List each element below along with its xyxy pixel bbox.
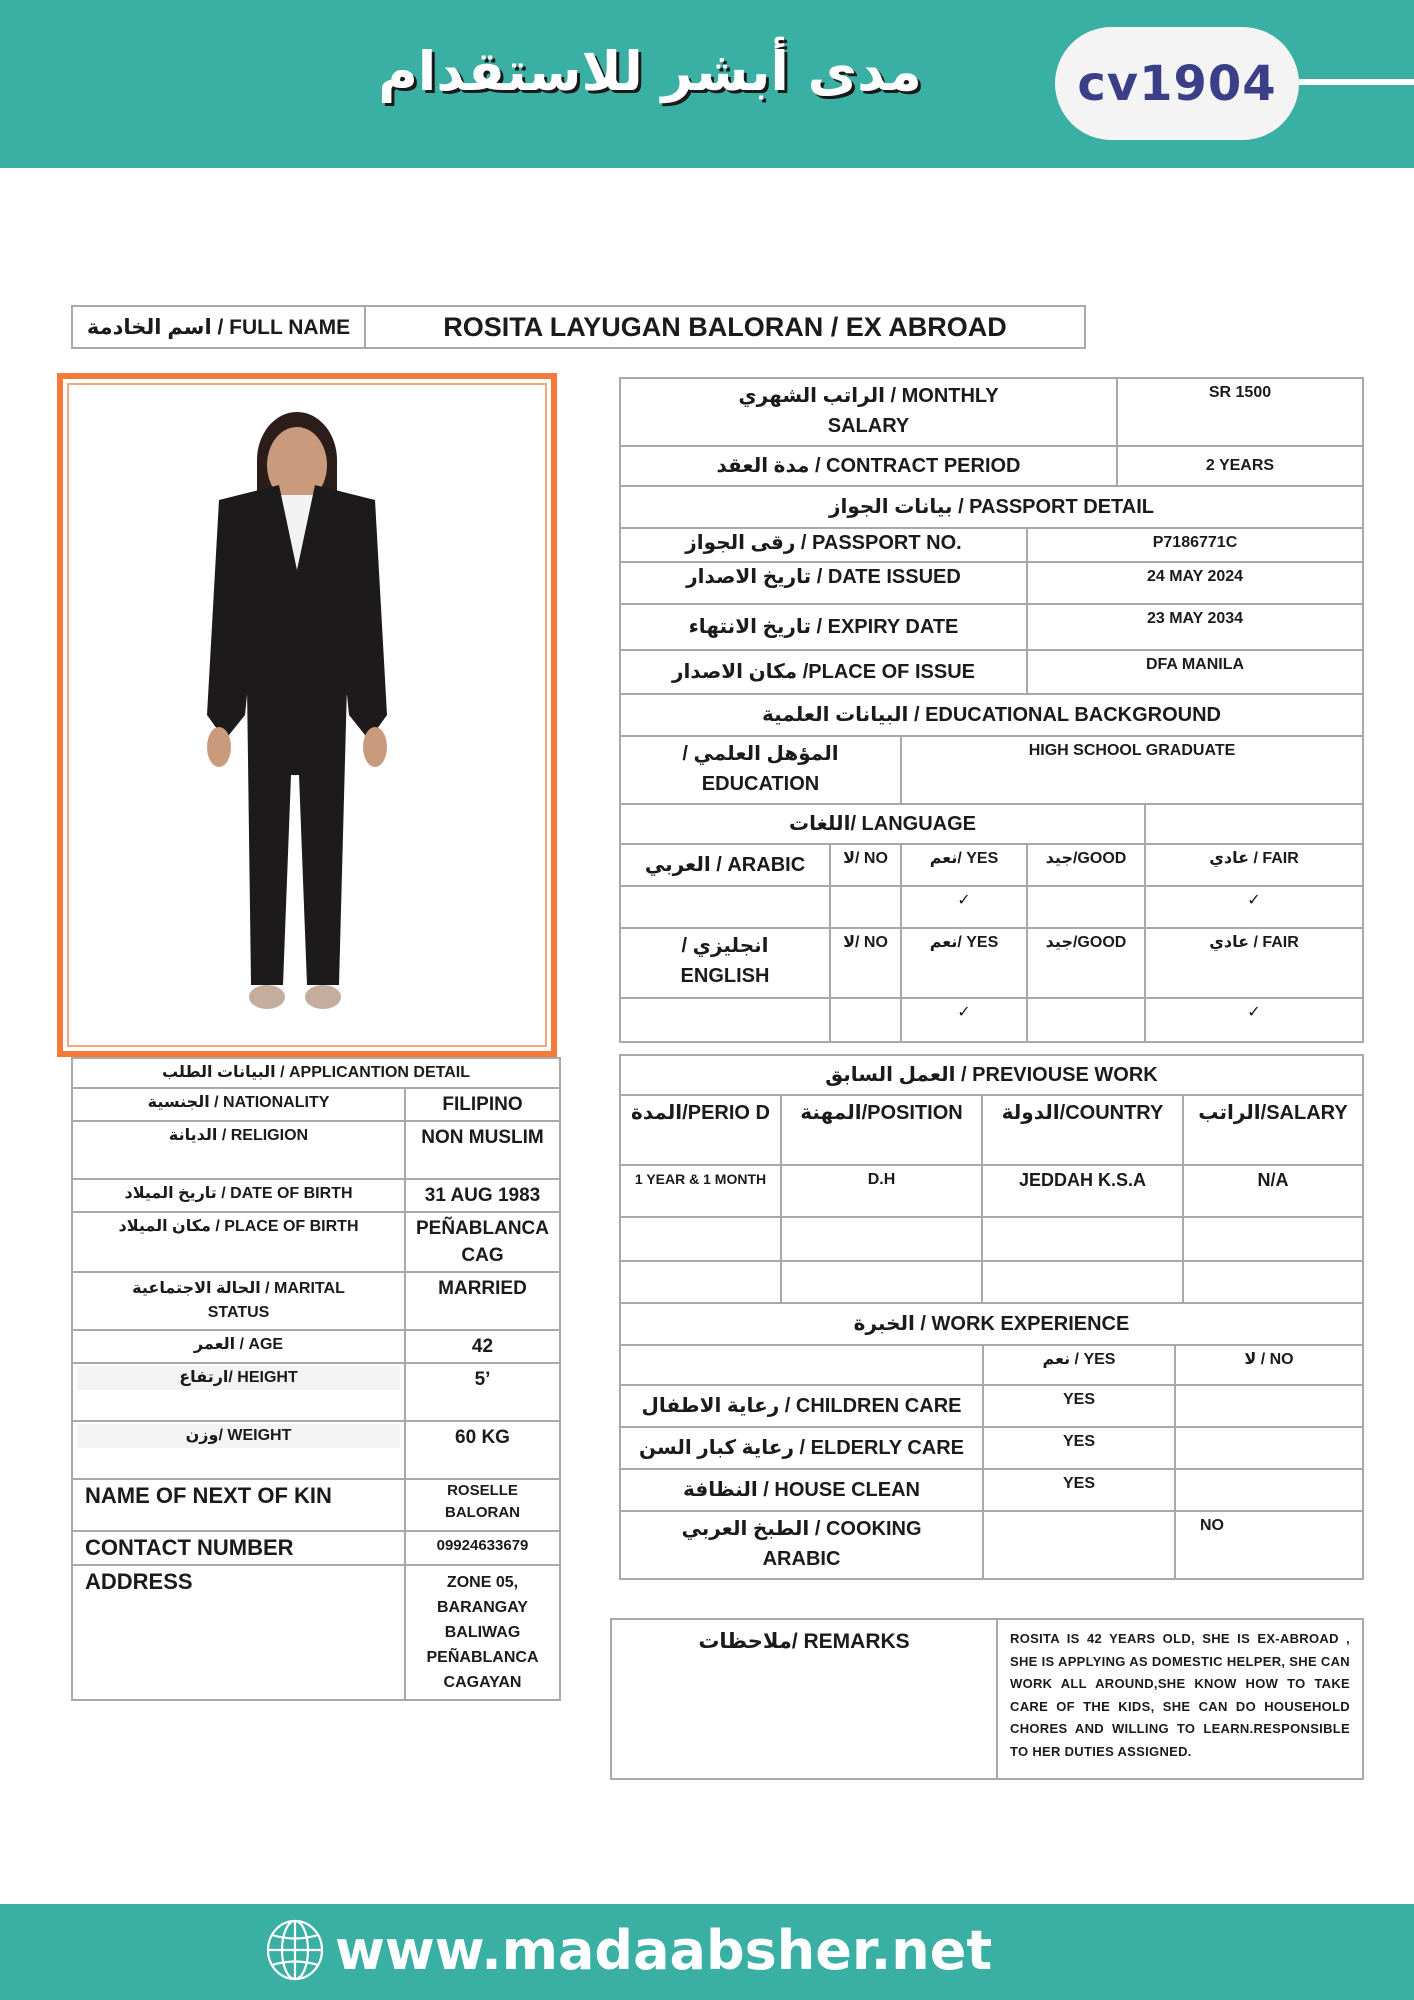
english-good-mark <box>1027 998 1145 1042</box>
table-row <box>620 736 1363 804</box>
date-issued-label: تاريخ الاصدار / DATE ISSUED <box>620 562 1027 604</box>
education-value: HIGH SCHOOL GRADUATE <box>901 736 1363 804</box>
nationality-value: FILIPINO <box>405 1088 560 1121</box>
children-care-no <box>1175 1385 1363 1427</box>
person-figure-icon <box>69 385 545 1045</box>
elderly-care-no <box>1175 1427 1363 1469</box>
elderly-care-yes: YES <box>983 1427 1175 1469</box>
elderly-care-label: رعاية كبار السن / ELDERLY CARE <box>620 1427 983 1469</box>
religion-value: NON MUSLIM <box>405 1121 560 1179</box>
table-row <box>620 1165 1363 1217</box>
table-row <box>620 998 1363 1042</box>
date-issued-value: 24 MAY 2024 <box>1027 562 1363 604</box>
table-row <box>620 1095 1363 1165</box>
table-row <box>72 1565 560 1700</box>
lang-header-fair: عادي / FAIR <box>1145 844 1363 886</box>
cv-code: cv1904 <box>1077 55 1277 112</box>
table-row <box>72 1272 560 1330</box>
height-label: ارتفاع/ HEIGHT <box>77 1366 400 1390</box>
full-name-label: اسم الخادمة / FULL NAME <box>72 306 365 348</box>
pw-header-position: المهنة/POSITION <box>781 1095 982 1165</box>
address-label: ADDRESS <box>72 1565 405 1700</box>
table-row <box>620 446 1363 486</box>
education-label-line-1: / المؤهل العلمي <box>682 743 839 765</box>
marital-label: الحالة الاجتماعية / MARITAL STATUS <box>72 1272 405 1330</box>
children-care-label: رعاية الاطفال / CHILDREN CARE <box>620 1385 983 1427</box>
cooking-label: الطبخ العربي / COOKING ARABIC <box>620 1511 983 1579</box>
remarks-table <box>610 1618 1364 1780</box>
table-row <box>72 1330 560 1363</box>
contact-label: CONTACT NUMBER <box>72 1531 405 1565</box>
language-title: اللغات/ LANGUAGE <box>620 804 1145 844</box>
lang-header-yes: نعم/ YES <box>901 844 1027 886</box>
cooking-no: NO <box>1175 1511 1363 1579</box>
pw-header-country: الدولة/COUNTRY <box>982 1095 1183 1165</box>
place-of-issue-label: مكان الاصدار /PLACE OF ISSUE <box>620 650 1027 694</box>
table-row <box>72 1179 560 1212</box>
pw-cell <box>1183 1217 1363 1261</box>
table-row <box>72 1363 560 1421</box>
table-row <box>72 1479 560 1531</box>
contract-period-value: 2 YEARS <box>1117 446 1363 486</box>
previous-work-table <box>619 1054 1364 1304</box>
pw-cell <box>982 1217 1183 1261</box>
table-row <box>620 604 1363 650</box>
work-experience-table <box>619 1302 1364 1580</box>
salary-value: SR 1500 <box>1117 378 1363 446</box>
pw-position-value: D.H <box>781 1165 982 1217</box>
applicant-photo <box>67 383 547 1047</box>
table-row <box>620 650 1363 694</box>
pw-header-period: المدة/PERIO D <box>620 1095 781 1165</box>
table-row <box>72 1121 560 1179</box>
pw-cell <box>620 1261 781 1303</box>
weight-label: وزن/ WEIGHT <box>77 1424 400 1448</box>
table-row <box>620 1261 1363 1303</box>
footer-band <box>0 1904 1414 2000</box>
arabic-yes-mark: ✓ <box>901 886 1027 928</box>
children-care-yes: YES <box>983 1385 1175 1427</box>
lang-header-good: جيد/GOOD <box>1027 844 1145 886</box>
we-header-blank <box>620 1345 983 1385</box>
table-row <box>72 1421 560 1479</box>
cooking-yes <box>983 1511 1175 1579</box>
nationality-label: الجنسية / NATIONALITY <box>72 1088 405 1121</box>
cv-code-badge <box>1055 27 1299 140</box>
table-row <box>620 1469 1363 1511</box>
table-row <box>620 928 1363 998</box>
english-fair-mark: ✓ <box>1145 998 1363 1042</box>
photo-frame <box>57 373 557 1057</box>
english-yes-mark: ✓ <box>901 998 1027 1042</box>
lang-header-good-2: جيد/GOOD <box>1027 928 1145 998</box>
footer-url[interactable]: www.madaabsher.net <box>335 1918 993 1982</box>
pw-cell <box>781 1217 982 1261</box>
table-row <box>72 1088 560 1121</box>
previous-work-title: العمل السابق / PREVIOUSE WORK <box>620 1055 1363 1095</box>
weight-value: 60 KG <box>405 1421 560 1479</box>
pob-label: مكان الميلاد / PLACE OF BIRTH <box>72 1212 405 1272</box>
dob-value: 31 AUG 1983 <box>405 1179 560 1212</box>
house-clean-no <box>1175 1469 1363 1511</box>
brand-name: مدى أبشر للاستقدام <box>378 40 922 103</box>
education-label-line-2: EDUCATION <box>701 773 820 795</box>
table-row <box>620 1427 1363 1469</box>
table-row <box>620 528 1363 562</box>
age-label: العمر / AGE <box>72 1330 405 1363</box>
arabic-fair-mark: ✓ <box>1145 886 1363 928</box>
we-header-no: لا / NO <box>1175 1345 1363 1385</box>
table-row <box>620 378 1363 446</box>
english-label-line-1: / انجليزي <box>681 935 769 957</box>
header-band <box>0 0 1414 168</box>
lang-header-no-2: لا/ NO <box>830 928 901 998</box>
education-title: البيانات العلمية / EDUCATIONAL BACKGROUND <box>620 694 1363 736</box>
english-label-line-2: ENGLISH <box>680 965 770 987</box>
table-row <box>620 886 1363 928</box>
height-value: 5’ <box>405 1363 560 1421</box>
passport-title: بيانات الجواز / PASSPORT DETAIL <box>620 486 1363 528</box>
dob-label: تاريخ الميلاد / DATE OF BIRTH <box>72 1179 405 1212</box>
pw-header-salary: الراتب/SALARY <box>1183 1095 1363 1165</box>
religion-label: الديانة / RELIGION <box>72 1121 405 1179</box>
header-divider-line <box>1299 79 1414 85</box>
age-value: 42 <box>405 1330 560 1363</box>
kin-label: NAME OF NEXT OF KIN <box>72 1479 405 1531</box>
table-row <box>620 1385 1363 1427</box>
lang-header-no: لا/ NO <box>830 844 901 886</box>
application-title: البيانات الطلب / APPLICANTION DETAIL <box>72 1058 560 1088</box>
table-row <box>620 844 1363 886</box>
address-value: ZONE 05, BARANGAY BALIWAG PEÑABLANCA CAGAYAN <box>405 1565 560 1700</box>
pw-cell <box>781 1261 982 1303</box>
arabic-no-mark <box>830 886 901 928</box>
table-row <box>72 1212 560 1272</box>
pob-value: PEÑABLANCA CAG <box>405 1212 560 1272</box>
kin-value: ROSELLE BALORAN <box>405 1479 560 1531</box>
pw-salary-value: N/A <box>1183 1165 1363 1217</box>
pw-cell <box>620 1217 781 1261</box>
remarks-label: ملاحظات/ REMARKS <box>611 1619 997 1779</box>
expiry-date-label: تاريخ الانتهاء / EXPIRY DATE <box>620 604 1027 650</box>
arabic-label: العربي / ARABIC <box>620 844 830 886</box>
remarks-text: ROSITA IS 42 YEARS OLD, SHE IS EX-ABROAD , SHE IS APPLYING AS DOMESTIC HELPER, SHE CAN WORK ALL AROUND,SHE KNOW HOW TO TAKE CARE OF THE KIDS, SHE CAN DO HOUSEHOLD CHORES AND WILLING TO LEARN.RESPONSIBLE TO HER DUTIES ASSIGNED. <box>997 1619 1363 1779</box>
passport-no-label: رقى الجواز / PASSPORT NO. <box>620 528 1027 562</box>
table-row <box>620 562 1363 604</box>
application-detail-table <box>71 1057 561 1701</box>
work-experience-title: الخبرة / WORK EXPERIENCE <box>620 1303 1363 1345</box>
pw-country-value: JEDDAH K.S.A <box>982 1165 1183 1217</box>
table-row <box>72 1531 560 1565</box>
english-no-mark <box>830 998 901 1042</box>
salary-label-line-1: الراتب الشهري / MONTHLY <box>738 385 999 407</box>
lang-header-fair-2: عادي / FAIR <box>1145 928 1363 998</box>
salary-label-line-2: SALARY <box>827 415 910 437</box>
pw-cell <box>1183 1261 1363 1303</box>
table-row <box>620 1217 1363 1261</box>
pw-period-value: 1 YEAR & 1 MONTH <box>620 1165 781 1217</box>
table-row <box>620 1345 1363 1385</box>
pw-cell <box>982 1261 1183 1303</box>
expiry-date-value: 23 MAY 2034 <box>1027 604 1363 650</box>
contract-period-label: مدة العقد / CONTRACT PERIOD <box>620 446 1117 486</box>
globe-icon <box>265 1918 325 1982</box>
full-name-value: ROSITA LAYUGAN BALORAN / EX ABROAD <box>365 306 1085 348</box>
contact-value: 09924633679 <box>405 1531 560 1565</box>
passport-no-value: P7186771C <box>1027 528 1363 562</box>
place-of-issue-value: DFA MANILA <box>1027 650 1363 694</box>
table-row <box>620 1511 1363 1579</box>
contract-passport-table <box>619 377 1364 1043</box>
marital-value: MARRIED <box>405 1272 560 1330</box>
full-name-table <box>71 305 1086 349</box>
arabic-good-mark <box>1027 886 1145 928</box>
house-clean-yes: YES <box>983 1469 1175 1511</box>
lang-header-yes-2: نعم/ YES <box>901 928 1027 998</box>
we-header-yes: نعم / YES <box>983 1345 1175 1385</box>
house-clean-label: النظافة / HOUSE CLEAN <box>620 1469 983 1511</box>
